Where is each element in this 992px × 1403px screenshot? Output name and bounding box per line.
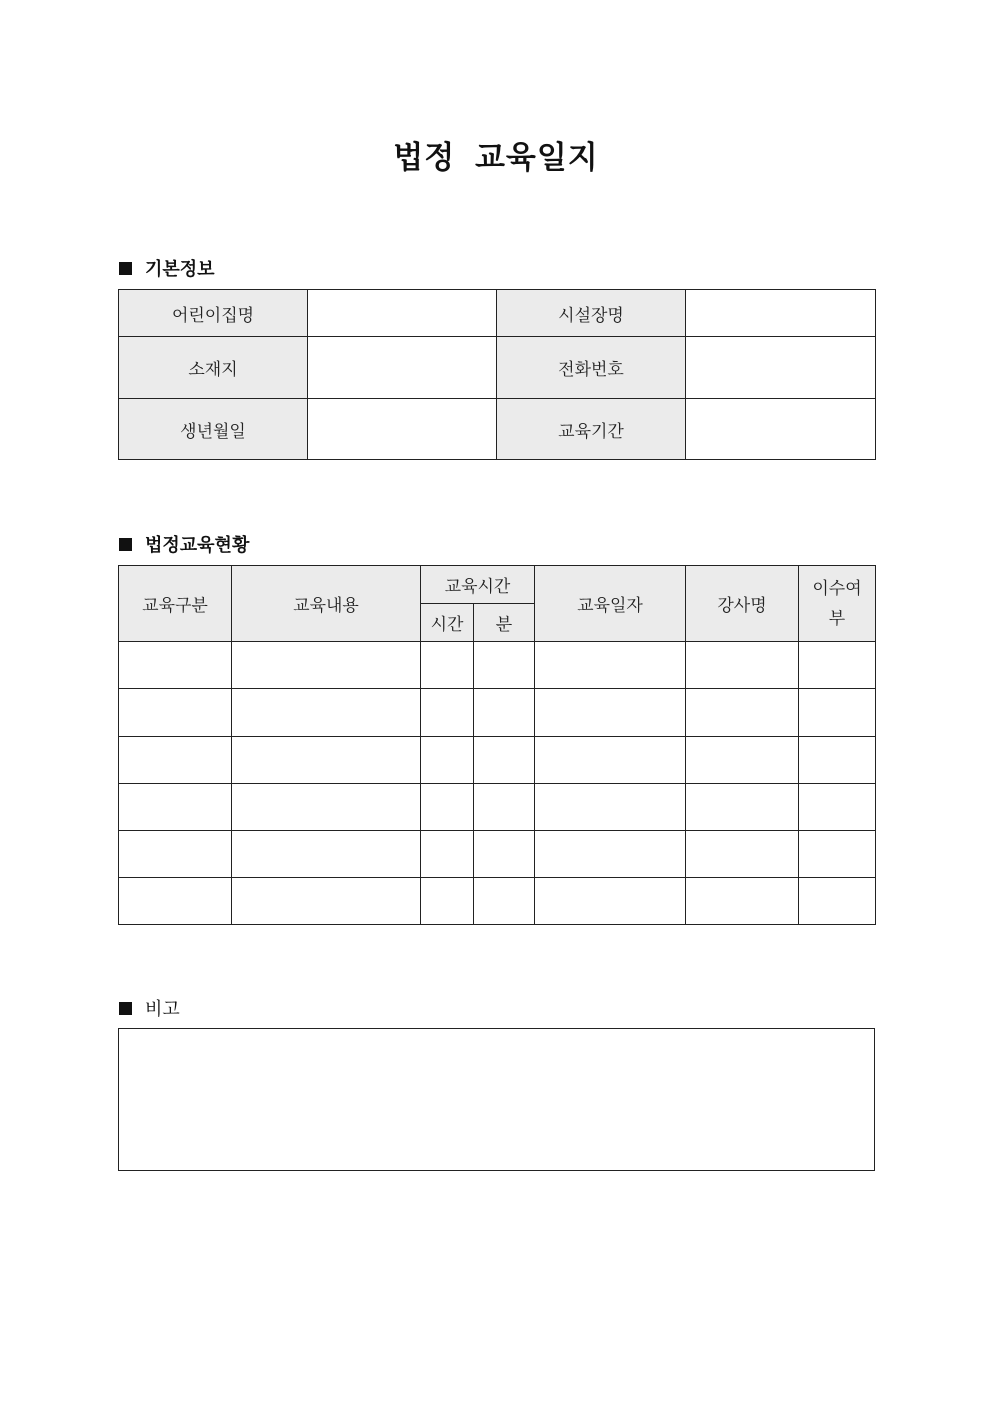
table-cell[interactable] [119,784,232,831]
table-cell[interactable] [535,642,686,689]
daycare-name-field[interactable] [308,290,497,337]
table-cell[interactable] [686,831,799,878]
table-cell[interactable] [799,784,876,831]
section-remarks-label: 비고 [145,999,180,1020]
table-cell[interactable] [686,642,799,689]
col-header-hours: 시간 [421,604,474,642]
section-edu-status [119,531,249,557]
table-row [119,642,876,689]
table-cell[interactable] [232,831,421,878]
table-cell[interactable] [232,689,421,737]
table-cell[interactable] [474,642,535,689]
table-cell[interactable] [232,737,421,784]
table-cell[interactable] [535,784,686,831]
table-cell[interactable] [799,831,876,878]
phone-label: 전화번호 [497,337,686,399]
period-label: 교육기간 [497,399,686,460]
table-cell[interactable] [686,737,799,784]
table-cell[interactable] [421,689,474,737]
table-row [119,831,876,878]
col-header-content: 교육내용 [232,566,421,642]
table-cell[interactable] [535,737,686,784]
square-bullet-icon [119,1002,132,1015]
table-cell[interactable] [474,831,535,878]
basic-info-table [118,289,876,460]
table-cell[interactable] [232,784,421,831]
table-cell[interactable] [119,642,232,689]
section-basic-info [119,255,215,281]
table-cell[interactable] [686,689,799,737]
table-cell[interactable] [232,878,421,925]
col-header-edu-time: 교육시간 [421,566,535,604]
director-name-field[interactable] [686,290,876,337]
section-edu-status-label: 법정교육현황 [145,535,250,556]
table-cell[interactable] [535,689,686,737]
col-header-date: 교육일자 [535,566,686,642]
table-cell[interactable] [119,831,232,878]
section-remarks [119,995,180,1021]
table-row [119,737,876,784]
table-cell[interactable] [799,689,876,737]
phone-field[interactable] [686,337,876,399]
table-cell[interactable] [421,878,474,925]
table-cell[interactable] [799,878,876,925]
location-field[interactable] [308,337,497,399]
col-header-minutes: 분 [474,604,535,642]
col-header-category: 교육구분 [119,566,232,642]
location-label: 소재지 [119,337,308,399]
table-cell[interactable] [799,642,876,689]
table-row [119,878,876,925]
table-cell[interactable] [799,737,876,784]
table-cell[interactable] [421,831,474,878]
square-bullet-icon [119,538,132,551]
table-cell[interactable] [232,642,421,689]
birthdate-field[interactable] [308,399,497,460]
table-cell[interactable] [421,784,474,831]
col-header-instructor: 강사명 [686,566,799,642]
table-cell[interactable] [119,737,232,784]
table-cell[interactable] [535,831,686,878]
table-cell[interactable] [421,642,474,689]
director-name-label: 시설장명 [497,290,686,337]
table-cell[interactable] [686,784,799,831]
daycare-name-label: 어린이집명 [119,290,308,337]
page-title: 법정 교육일지 [393,140,599,176]
table-cell[interactable] [474,689,535,737]
table-row [119,689,876,737]
table-cell[interactable] [119,878,232,925]
table-cell[interactable] [421,737,474,784]
section-basic-info-label: 기본정보 [145,259,215,280]
period-field[interactable] [686,399,876,460]
table-cell[interactable] [119,689,232,737]
square-bullet-icon [119,262,132,275]
birthdate-label: 생년월일 [119,399,308,460]
table-cell[interactable] [474,784,535,831]
col-header-completion: 이수여 부 [799,566,876,642]
table-cell[interactable] [474,878,535,925]
table-cell[interactable] [474,737,535,784]
table-row [119,784,876,831]
table-cell[interactable] [686,878,799,925]
table-cell[interactable] [535,878,686,925]
edu-status-table [118,565,876,925]
remarks-box[interactable] [118,1028,875,1171]
